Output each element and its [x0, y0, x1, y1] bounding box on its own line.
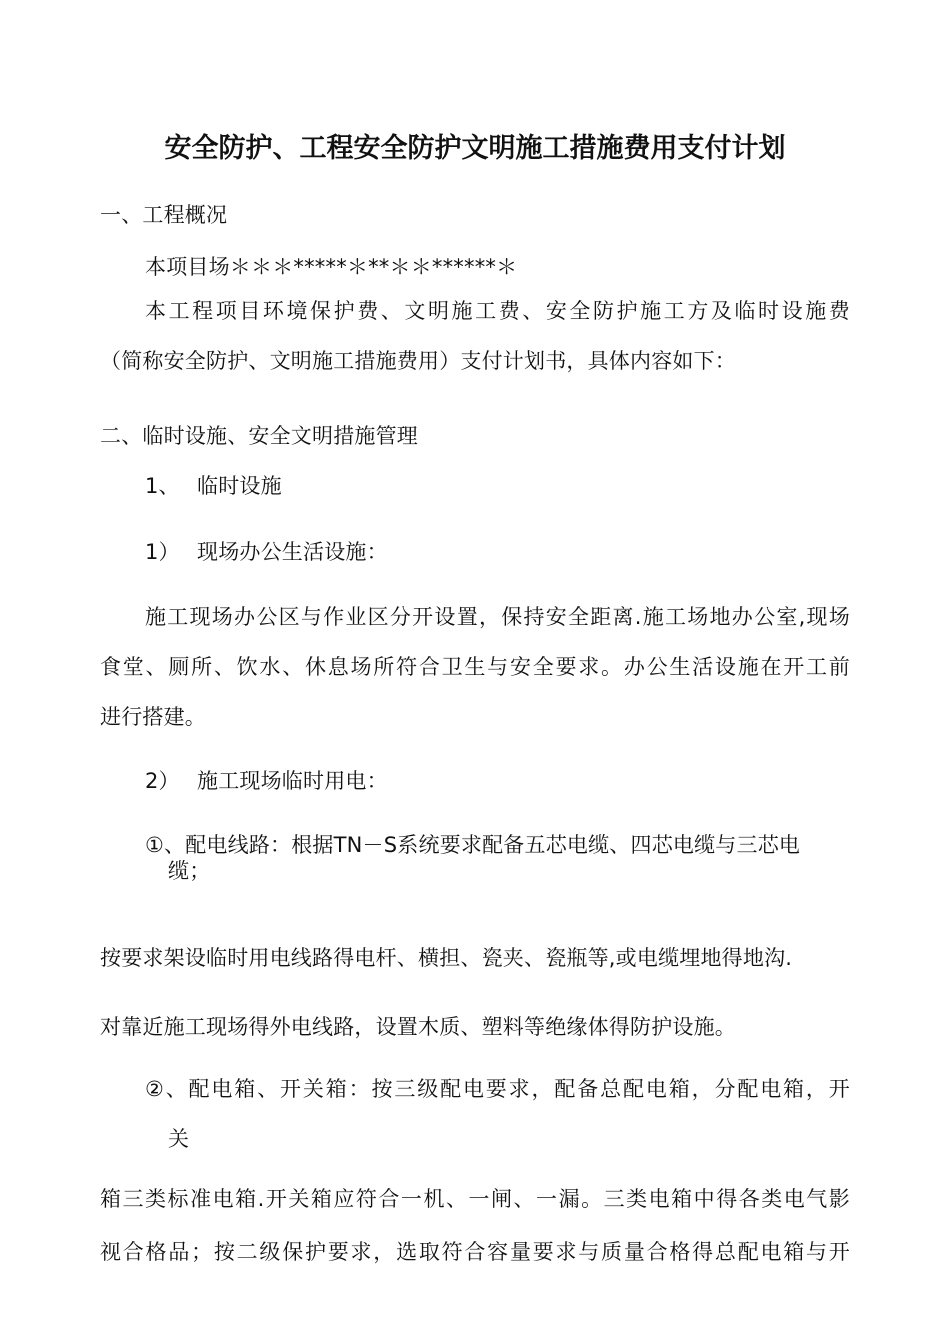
para4-line-2: 视合格品；按二级保护要求，选取符合容量要求与质量合格得总配电箱与开: [100, 1240, 850, 1264]
sub1-heading: [145, 537, 388, 567]
section1-heading: 一、工程概况: [100, 203, 228, 227]
intro-line-1: 本工程项目环境保护费、文明施工费、安全防护施工方及临时设施费: [145, 299, 850, 323]
para1-line-1: 施工现场办公区与作业区分开设置，保持安全距离.施工场地办公室,现场: [145, 605, 850, 629]
para4-line-1: 箱三类标准电箱.开关箱应符合一机、一闸、一漏。三类电箱中得各类电气影: [100, 1187, 850, 1211]
item1-number: 1、: [145, 474, 180, 498]
section2-heading: 二、临时设施、安全文明措施管理: [100, 424, 418, 448]
para3: 对靠近施工现场得外电线路，设置木质、塑料等绝缘体得防护设施。: [100, 1015, 736, 1039]
para2: 按要求架设临时用电线路得电杆、横担、瓷夹、瓷瓶等,或电缆埋地得地沟.: [100, 946, 793, 970]
sub2-number: 2）: [145, 769, 180, 793]
document-title: 安全防护、工程安全防护文明施工措施费用支付计划: [164, 133, 786, 164]
item1-heading: [145, 471, 282, 501]
circ2-line-2: 关: [168, 1127, 190, 1151]
circ1-line-1: ①、配电线路：根据TN－S系统要求配备五芯电缆、四芯电缆与三芯电: [145, 833, 801, 857]
sub2-heading: [145, 766, 388, 796]
sub2-label: 施工现场临时用电：: [197, 769, 388, 793]
circ2-line-1: ②、配电箱、开关箱：按三级配电要求，配备总配电箱，分配电箱，开: [145, 1077, 850, 1101]
circ1-line-2: 缆；: [168, 859, 211, 883]
para1-line-3: 进行搭建。: [100, 705, 206, 729]
project-line: 本项目场＊＊＊*****＊**＊＊******＊: [145, 255, 518, 279]
intro-line-2: （简称安全防护、文明施工措施费用）支付计划书，具体内容如下：: [100, 349, 736, 373]
sub1-number: 1）: [145, 540, 180, 564]
sub1-label: 现场办公生活设施：: [197, 540, 388, 564]
para1-line-2: 食堂、厕所、饮水、休息场所符合卫生与安全要求。办公生活设施在开工前: [100, 655, 850, 679]
item1-label: 临时设施: [197, 474, 282, 498]
